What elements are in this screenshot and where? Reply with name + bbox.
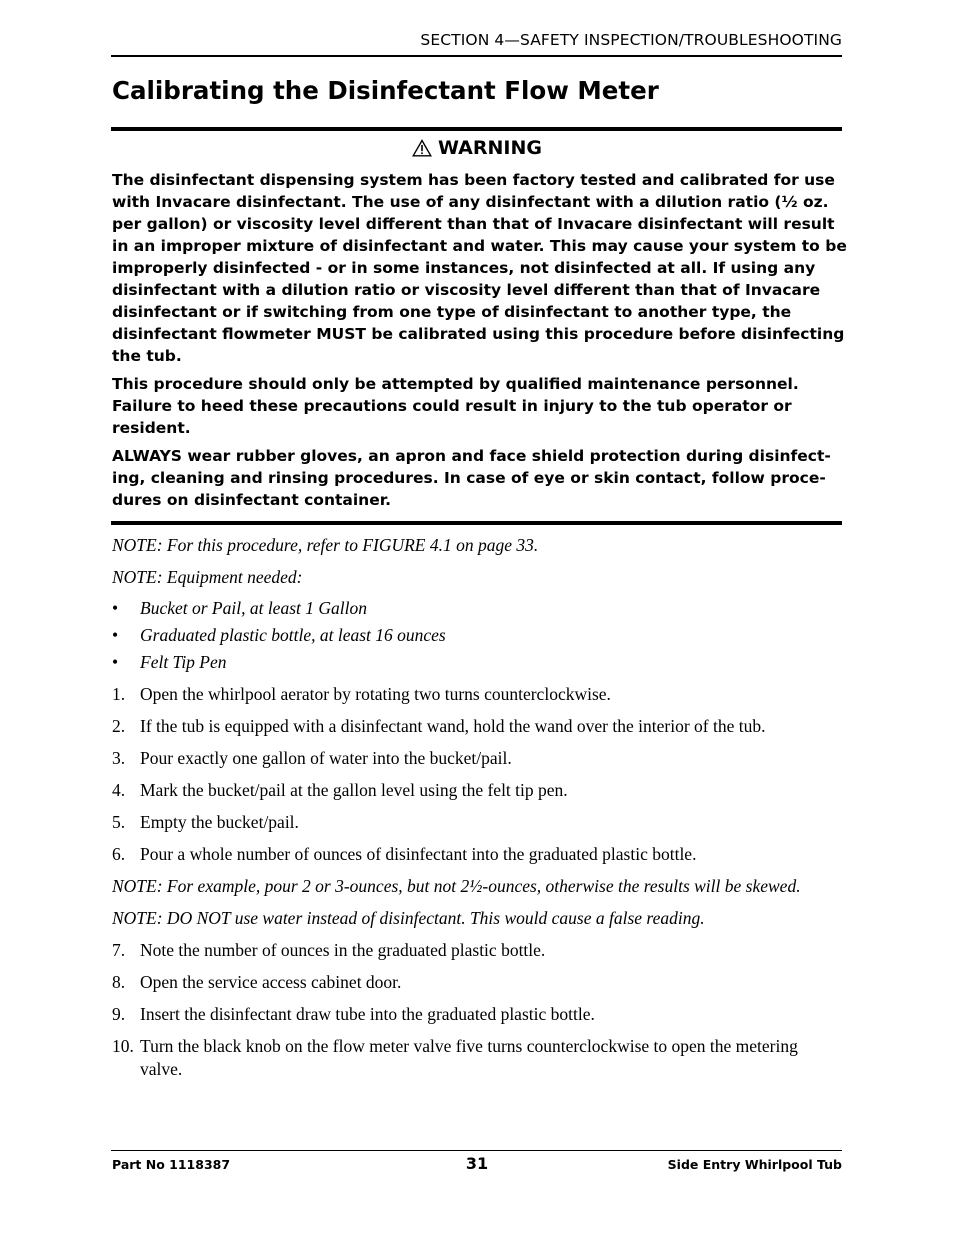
warning-top-rule bbox=[111, 127, 842, 131]
step-item bbox=[112, 779, 844, 802]
step-number: 10. bbox=[112, 1036, 134, 1056]
section-header: SECTION 4—SAFETY INSPECTION/TROUBLESHOOTING bbox=[420, 31, 842, 49]
step-text: Pour exactly one gallon of water into the bucket/pail. bbox=[140, 748, 512, 768]
list-item bbox=[112, 651, 844, 674]
warning-triangle-icon bbox=[412, 139, 432, 157]
bullet: • bbox=[112, 652, 119, 672]
step-item bbox=[112, 1035, 844, 1081]
step-item bbox=[112, 971, 844, 994]
step-text: Open the whirlpool aerator by rotating two turns counterclockwise. bbox=[140, 684, 611, 704]
step-number: 7. bbox=[112, 940, 126, 960]
procedure-content bbox=[112, 534, 844, 1090]
step-number: 8. bbox=[112, 972, 126, 992]
warning-bottom-rule bbox=[111, 521, 842, 525]
step-item bbox=[112, 683, 844, 706]
note-example: NOTE: For example, pour 2 or 3-ounces, but not 2½-ounces, otherwise the results will be skewed. bbox=[112, 876, 801, 896]
equipment-item-text: Felt Tip Pen bbox=[140, 652, 227, 672]
step-number: 3. bbox=[112, 748, 126, 768]
step-number: 9. bbox=[112, 1004, 126, 1024]
step-text: Pour a whole number of ounces of disinfectant into the graduated plastic bottle. bbox=[140, 844, 697, 864]
step-text: Insert the disinfectant draw tube into the graduated plastic bottle. bbox=[140, 1004, 595, 1024]
step-text: Turn the black knob on the flow meter valve five turns counterclockwise to open the metering valve. bbox=[140, 1036, 798, 1079]
bullet: • bbox=[112, 625, 119, 645]
bullet: • bbox=[112, 598, 119, 618]
step-text: If the tub is equipped with a disinfectant wand, hold the wand over the interior of the tub. bbox=[140, 716, 766, 736]
step-number: 5. bbox=[112, 812, 126, 832]
footer-rule bbox=[111, 1150, 842, 1151]
list-item bbox=[112, 597, 844, 620]
header-rule bbox=[111, 55, 842, 57]
list-item bbox=[112, 624, 844, 647]
equipment-item-text: Bucket or Pail, at least 1 Gallon bbox=[140, 598, 367, 618]
step-item bbox=[112, 747, 844, 770]
note-figure-reference: NOTE: For this procedure, refer to FIGURE 4.1 on page 33. bbox=[112, 535, 539, 555]
steps-list-part-2 bbox=[112, 939, 844, 1081]
step-item bbox=[112, 715, 844, 738]
footer-page-number: 31 bbox=[465, 1154, 489, 1173]
step-number: 1. bbox=[112, 684, 126, 704]
warning-heading bbox=[112, 137, 842, 159]
step-number: 6. bbox=[112, 844, 126, 864]
step-text: Mark the bucket/pail at the gallon level using the felt tip pen. bbox=[140, 780, 568, 800]
warning-paragraph: ALWAYS wear rubber gloves, an apron and face shield protection during disinfect-ing, cleaning and rinsing procedures. In case of eye or skin contact, follow proce-dures on disinfectant container. bbox=[112, 447, 831, 509]
step-text: Empty the bucket/pail. bbox=[140, 812, 299, 832]
step-item bbox=[112, 939, 844, 962]
equipment-item-text: Graduated plastic bottle, at least 16 ounces bbox=[140, 625, 446, 645]
warning-paragraph: This procedure should only be attempted by qualified maintenance personnel. Failure to heed these precautions could result in injury to the tub operator or resident. bbox=[112, 375, 799, 437]
page-title: Calibrating the Disinfectant Flow Meter bbox=[112, 76, 659, 105]
step-text: Open the service access cabinet door. bbox=[140, 972, 402, 992]
step-item bbox=[112, 843, 844, 866]
steps-list-part-1 bbox=[112, 683, 844, 866]
footer-product-name: Side Entry Whirlpool Tub bbox=[667, 1157, 842, 1172]
equipment-list bbox=[112, 597, 844, 674]
step-number: 2. bbox=[112, 716, 126, 736]
warning-body bbox=[112, 169, 847, 517]
step-text: Note the number of ounces in the graduated plastic bottle. bbox=[140, 940, 546, 960]
step-number: 4. bbox=[112, 780, 126, 800]
note-do-not-use-water: NOTE: DO NOT use water instead of disinfectant. This would cause a false reading. bbox=[112, 908, 705, 928]
warning-heading-text: WARNING bbox=[438, 137, 542, 159]
step-item bbox=[112, 1003, 844, 1026]
step-item bbox=[112, 811, 844, 834]
warning-paragraph: The disinfectant dispensing system has been factory tested and calibrated for use with Invacare disinfectant. The use of any disinfectant with a dilution ratio (½ oz. per gallon) or viscosity level different than that of Invacare disinfectant will result in an improper mixture of disinfectant and water. This may cause your system to be improperly disinfected - or in some instances, not disinfected at all. If using any disinfectant with a dilution ratio or viscosity level different than that of Invacare disinfectant or if switching from one type of disinfectant to another type, the disinfectant flowmeter MUST be calibrated using this procedure before disinfecting the tub. bbox=[112, 171, 847, 365]
note-equipment: NOTE: Equipment needed: bbox=[112, 567, 303, 587]
footer-part-number: Part No 1118387 bbox=[112, 1157, 231, 1172]
